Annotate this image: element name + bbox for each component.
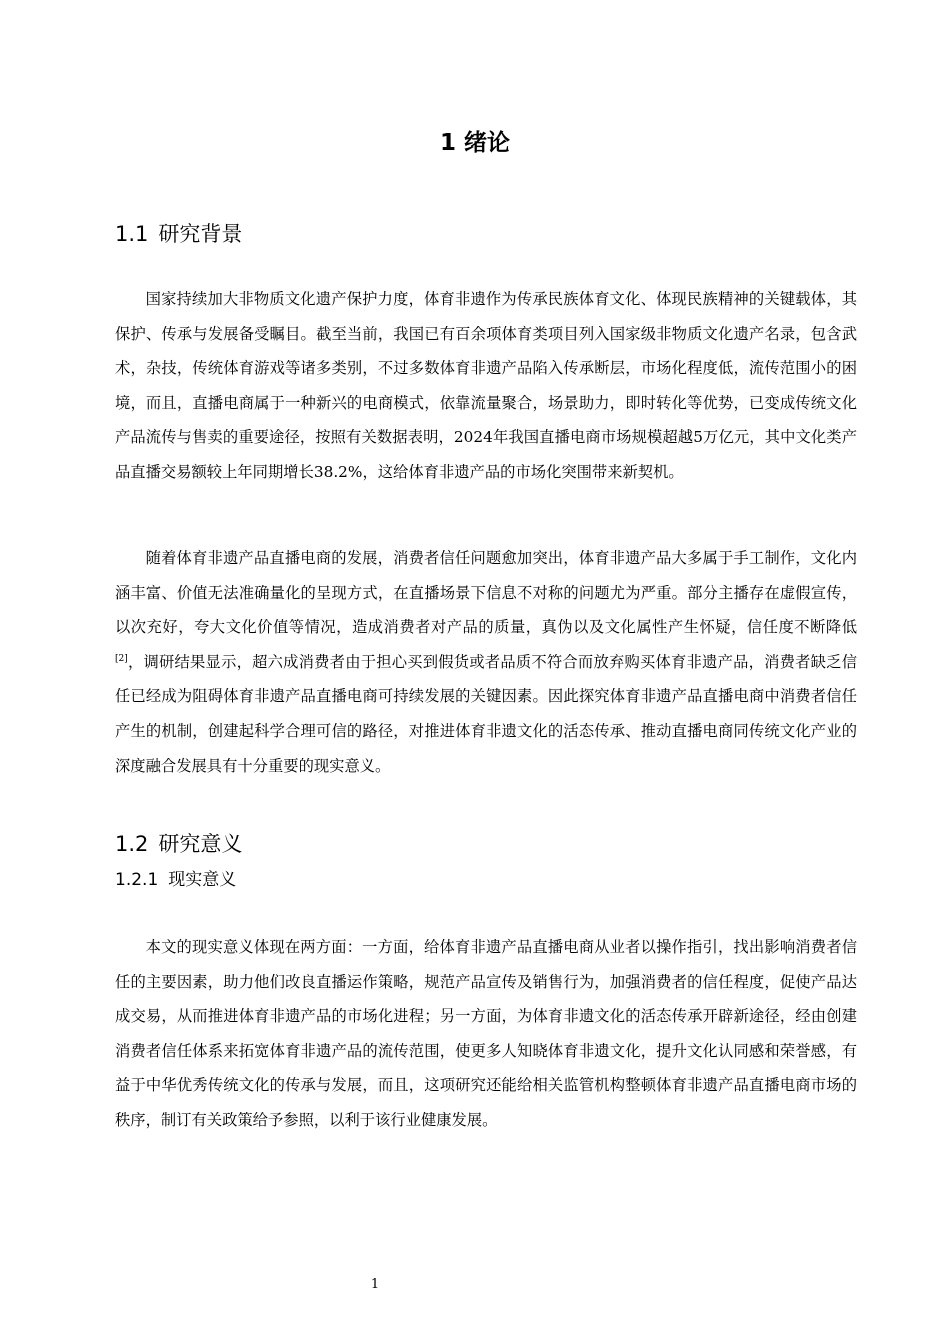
body-paragraph: 本文的现实意义体现在两方面：一方面，给体育非遗产品直播电商从业者以操作指引，找出影响消费者信任的主要因素，助力他们改良直播运作策略，规范产品宣传及销售行为，加强消费者的信任程度，促使产品达成交易，从而推进体育非遗产品的市场化进程；另一方面，为体育非遗文化的活态传承开辟新途径，经由创建消费者信任体系来拓宽体育非遗产品的流传范围，使更多人知晓体育非遗文化，提升文化认同感和荣誉感，有益于中华优秀传统文化的传承与发展，而且，这项研究还能给相关监管机构整顿体育非遗产品直播电商市场的秩序，制订有关政策给予参照，以利于该行业健康发展。 [115, 938, 857, 1129]
paragraph-text: ，调研结果显示，超六成消费者由于担心买到假货或者品质不符合而放弃购买体育非遗产品，消费者缺乏信任已经成为阻碍体育非遗产品直播电商可持续发展的关键因素。因此探究体育非遗产品直播电商中消费者信任产生的机制，创建起科学合理可信的路径，对推进体育非遗文化的活态传承、推动直播电商同传统文化产业的深度融合发展具有十分重要的现实意义。 [115, 652, 857, 775]
section-heading-1-1 [115, 219, 242, 249]
section-title: 研究背景 [158, 222, 243, 246]
chapter-title: 1 绪论 [439, 130, 510, 156]
section-number: 1.1 [115, 222, 149, 246]
paragraph-text: 随着体育非遗产品直播电商的发展，消费者信任问题愈加突出，体育非遗产品大多属于手工制作，文化内涵丰富、价值无法准确量化的呈现方式，在直播场景下信息不对称的问题尤为严重。部分主播存在虚假宣传，以次充好，夸大文化价值等情况，造成消费者对产品的质量，真伪以及文化属性产生怀疑，信任度不断降低 [115, 549, 857, 637]
subsection-number: 1.2.1 [115, 870, 159, 890]
citation-marker: [2] [115, 653, 128, 664]
section-title: 研究意义 [158, 832, 243, 856]
body-paragraph [115, 541, 857, 783]
subsection-title: 现实意义 [168, 870, 237, 890]
section-heading-1-2 [115, 829, 242, 859]
body-paragraph: 国家持续加大非物质文化遗产保护力度，体育非遗作为传承民族体育文化、体现民族精神的关键载体，其保护、传承与发展备受瞩目。截至当前，我国已有百余项体育类项目列入国家级非物质文化遗产名录，包含武术，杂技，传统体育游戏等诸多类别，不过多数体育非遗产品陷入传承断层，市场化程度低，流传范围小的困境，而且，直播电商属于一种新兴的电商模式，依靠流量聚合，场景助力，即时转化等优势，已变成传统文化产品流传与售卖的重要途径，按照有关数据表明，2024年我国直播电商市场规模超越5万亿元，其中文化类产品直播交易额较上年同期增长38.2%，这给体育非遗产品的市场化突围带来新契机。 [115, 290, 857, 481]
page-number: 1 [370, 1277, 380, 1292]
section-number: 1.2 [115, 832, 149, 856]
subsection-heading-1-2-1 [115, 867, 236, 893]
